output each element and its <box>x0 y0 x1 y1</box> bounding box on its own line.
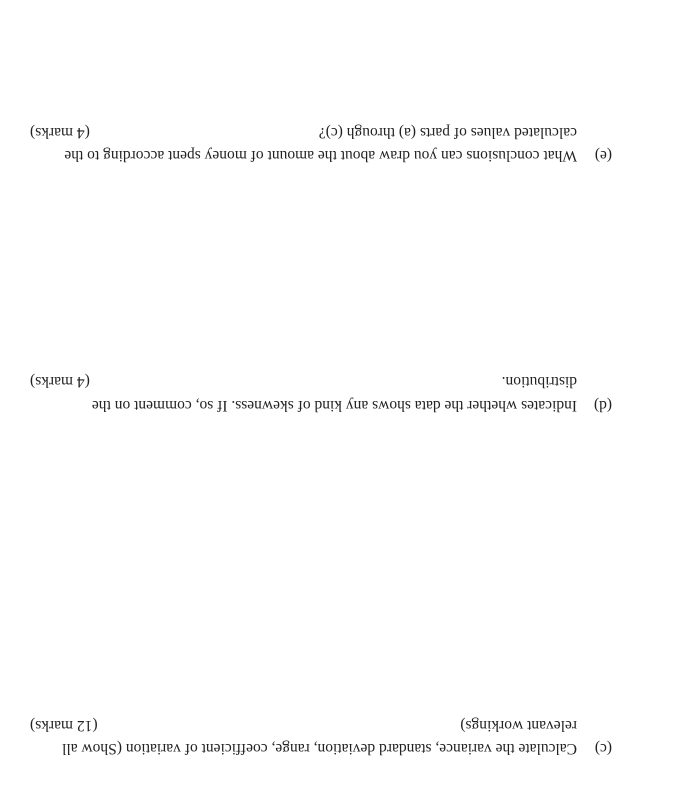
question-text: What conclusions can you draw about the amount of money spent according to the <box>64 147 577 164</box>
question-text-continued: relevant workings) <box>460 717 577 734</box>
question-label: (e) <box>594 147 612 164</box>
question-text: Calculate the variance, standard deviation, range, coefficient of variation (Show all <box>62 740 577 757</box>
question-text-continued: distribution. <box>501 373 577 390</box>
question-text-continued: calculated values of parts (a) through (c)? <box>318 124 577 141</box>
question-label: (c) <box>594 740 612 757</box>
question-marks: (12 marks) <box>30 717 98 734</box>
question-marks: (4 marks) <box>30 124 90 141</box>
question-marks: (4 marks) <box>30 373 90 390</box>
question-label: (d) <box>593 397 612 414</box>
question-text: Indicates whether the data shows any kind of skewness. If so, comment on the <box>91 397 577 414</box>
